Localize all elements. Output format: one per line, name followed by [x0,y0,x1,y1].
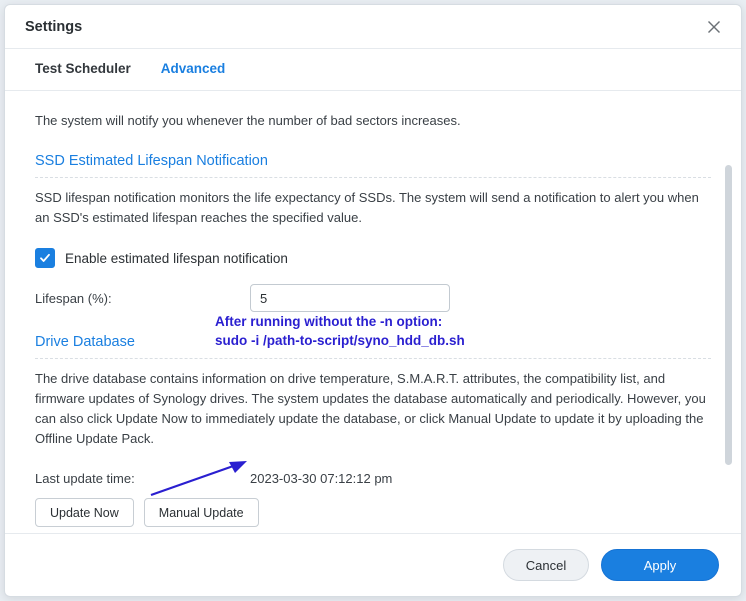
apply-button[interactable]: Apply [601,549,719,581]
dialog-content [5,91,741,533]
annotation-command-line1: After running without the -n option: [215,314,443,329]
dialog-titlebar [5,5,741,49]
tab-bar [5,49,741,91]
last-update-label: Last update time: [35,471,135,486]
dialog-footer [5,533,741,596]
bad-sector-description: The system will notify you whenever the number of bad sectors increases. [35,113,461,128]
close-icon[interactable] [701,14,727,40]
ssd-lifespan-heading: SSD Estimated Lifespan Notification [35,153,268,169]
lifespan-input[interactable] [250,284,450,312]
dialog-title: Settings [25,18,83,35]
drive-database-description: The drive database contains information on drive temperature, S.M.A.R.T. attributes, the compatibility list, and firmware updates of Synology drives. The system updates the database automatically and periodically. However, you can also click Update Now to immediately update the database, or click Manual Update to update it by uploading the Offline Update Pack. [35,371,706,446]
update-now-button[interactable]: Update Now [35,498,134,527]
scroll-area [35,91,711,533]
drive-database-buttons [35,498,711,527]
divider-ssd [35,177,711,178]
ssd-lifespan-description: SSD lifespan notification monitors the life expectancy of SSDs. The system will send a notification to alert you when an SSD's estimated lifespan reaches the specified value. [35,190,699,225]
lifespan-field-row [35,284,711,312]
enable-lifespan-notification-row[interactable] [35,248,711,268]
drive-database-heading: Drive Database [35,334,135,350]
divider-drive-db [35,358,711,359]
tab-test-scheduler[interactable]: Test Scheduler [35,61,131,76]
last-update-row [35,471,711,486]
vertical-scrollbar-thumb[interactable] [725,165,732,465]
enable-lifespan-checkbox[interactable] [35,248,55,268]
manual-update-button[interactable]: Manual Update [144,498,259,527]
annotation-command-line2: sudo -i /path-to-script/syno_hdd_db.sh [215,333,465,348]
settings-dialog [4,4,742,597]
enable-lifespan-label: Enable estimated lifespan notification [65,250,288,266]
last-update-value: 2023-03-30 07:12:12 pm [250,471,393,486]
tab-advanced[interactable]: Advanced [160,61,226,76]
lifespan-label: Lifespan (%): [35,290,112,306]
cancel-button[interactable]: Cancel [503,549,589,581]
